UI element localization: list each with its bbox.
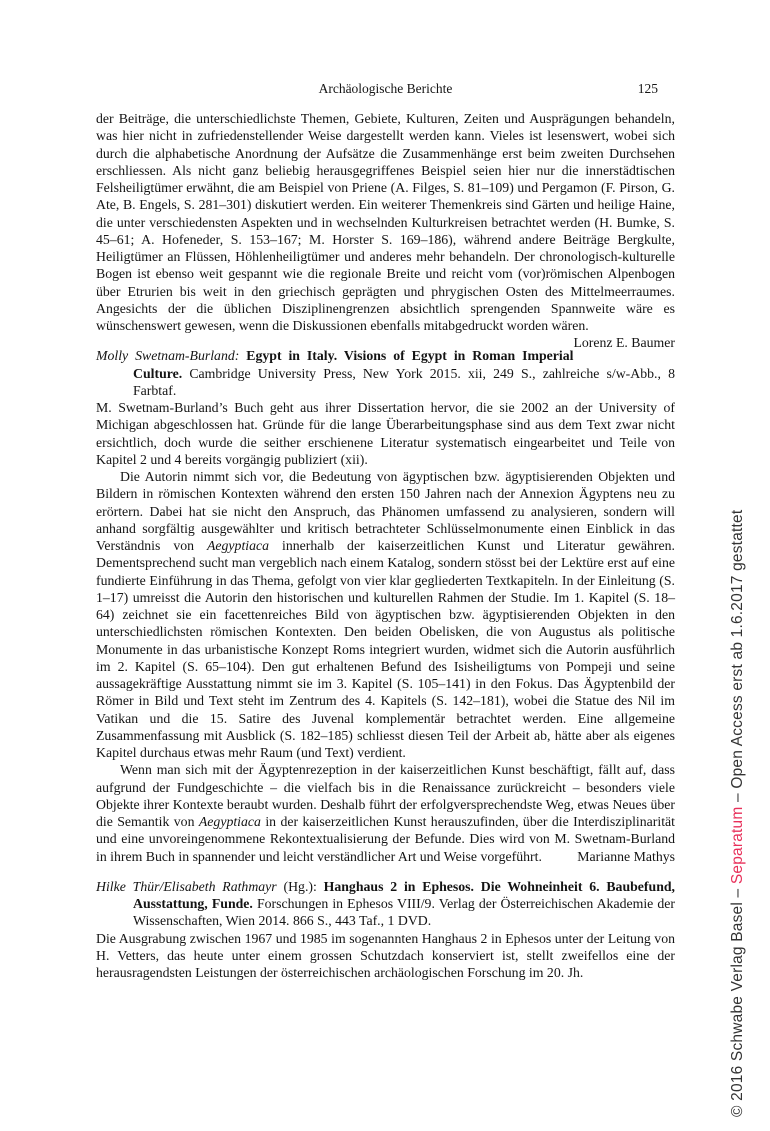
thuer-paragraph-1-text: Die Ausgrabung zwischen 1967 und 1985 im sogenannten Hanghaus 2 in Ephesos unter der Leitung von H. Vetters, das heute unter einem grossen Schutzdach konserviert ist, stellt zweifellos eine der herausragendsten Leistungen der österreichischen archäologischen Forschung im 20. Jh. [96,930,675,980]
review-prev-text: der Beiträge, die unterschiedlichste Themen, Gebiete, Kulturen, Zeiten und Ausprägungen behandeln, was hier nicht in zufriedenstellender Weise dargestellt werden kann. Vieles ist lesenswert, wobei sich durch die alphabetische Anordnung der Aufsätze die Zusammenhänge erst beim zweiten Durchsehen erschliessen. Als nicht ganz beliebig herausgegriffenes Beispiel seien hier nur die innerstädtischen Felsheiligtümer erwähnt, die am Beispiel von Priene (A. Filges, S. 81–109) und Pergamon (F. Pirson, G. Ate, B. Engels, S. 281–301) diskutiert werden. Ein weiterer Themenkreis sind Gärten und heilige Haine, die unter verschiedensten Aspekten und in wechselnden Kulturkreisen betrachtet werden (H. Bumke, S. 45–61; A. Hofeneder, S. 153–167; M. Horster S. 169–186), während andere Beiträge Bergkulte, Heiligtümer an Flüssen, Höhlenheiligtümer und anderes mehr behandeln. Der chronologisch-kulturelle Bogen ist ebenso weit gespannt wie die regionale Breite und reicht vom (vor)römischen Alpenbogen über Etrurien bis weit in den griechisch geprägten und phrygischen Osten des Mittelmeerraumes. Angesichts der die üblichen Disziplinengrenzen absichtlich sprengenden Spannweite wäre es wünschenswert gewesen, wenn die Diskussionen ebenfalls mitabgedruckt worden wären. [96,111,675,333]
text-column [96,80,675,981]
copyright-text: © 2016 Schwabe Verlag Basel [729,901,746,1117]
sidebar-dash-1: – [729,884,746,902]
reviewer-signature-mathys: Marianne Mathys [577,848,675,864]
open-access-text: Open Access erst ab 1.6.2017 gestattet [729,509,746,789]
page-number: 125 [637,81,658,96]
book-entry-thuer-text: Hilke Thür/Elisabeth Rathmayr (Hg.): Hanghaus 2 in Ephesos. Die Wohneinheit 6. Baubefund, Ausstattung, Funde. Forschungen in Ephesos VIII/9. Verlag der Österreichischen Akademie der Wissenschaften, Wien 2014. 866 S., 443 Taf., 1 DVD. [96,878,675,929]
reviewer-signature-baumer: Lorenz E. Baumer [573,335,675,351]
swetnam-paragraph-1 [96,399,675,468]
book-entry-thuer [96,878,675,930]
review-prev-paragraph [96,110,675,351]
swetnam-paragraph-3-text: Wenn man sich mit der Ägyptenrezeption in der kaiserzeitlichen Kunst beschäftigt, fällt auf, dass aufgrund der Fundgeschichte – die vielfach bis in die Renaissance zurückreicht – besonders viele Objekte ihrer Kontexte beraubt wurden. Deshalb führt der erfolgversprechendste Weg, etwas Neues über die Semantik von Aegyptiaca in der kaiserzeitlichen Kunst herauszufinden, über die Interdisziplinarität und eine unvoreingenommene Rekontextualisierung der Befunde. Dies wird von M. Swetnam-Burland in ihrem Buch in spannender und leicht verständlicher Art und Weise vorgeführt. [96,762,676,864]
swetnam-paragraph-2 [96,468,675,761]
copyright-sidebar [729,510,747,1117]
swetnam-paragraph-3 [96,761,675,865]
swetnam-paragraph-2-text: Die Autorin nimmt sich vor, die Bedeutung von ägyptischen bzw. ägyptisierenden Objekten und Bildern in römischen Kontexten während den ersten 150 Jahren nach der Annexion Ägyptens neu zu erörtern. Dabei hat sie nicht den Anspruch, das Phänomen umfassend zu analysieren, sondern will anhand sorgfältig ausgewählter und kritisch betrachteter Schlüsselmonumente einen Einblick in das Verständnis von Aegyptiaca innerhalb der kaiserzeitlichen Kunst und Literatur gewähren. Dementsprechend sucht man vergeblich nach einem Katalog, sondern stösst bei der Lektüre erst auf eine fundierte Einführung in das Thema, gefolgt von vier klar gegliederten Textkapiteln. In der Einleitung (S. 1–17) umreisst die Autorin den historischen und kulturellen Rahmen der Studie. Im 1. Kapitel (S. 18–64) zeichnet sie ein facettenreiches Bild von ägyptischen bzw. ägyptisierenden Objekten in den unterschiedlichsten römischen Kontexten. Den beiden Obelisken, die von Augustus als politische Monumente in das urbanistische Konzept Roms integriert wurden, widmet sich die Autorin ausführlich im 2. Kapitel (S. 65–104). Den gut erhaltenen Befund des Isisheiligtums von Pompeji und seine aussagekräftige Ausstattung nimmt sie im 3. Kapitel (S. 105–141) in den Fokus. Das Ägyptenbild der Römer in Bild und Text steht im Zentrum des 4. Kapitels (S. 142–181), wobei die Statue des Nil im Vatikan und die 15. Satire des Juvenal komplementär betrachtet werden. Eine allgemeine Zusammenfassung mit Ausblick (S. 182–185) schliesst diesen Teil der Arbeit ab, hätte aber als eigenes Kapitel durchaus etwas mehr Raum (und Text) verdient. [96,469,675,760]
separatum-label: Separatum [729,806,746,885]
running-head [96,80,675,98]
sidebar-dash-2: – [729,788,746,807]
swetnam-paragraph-1-text: M. Swetnam-Burland’s Buch geht aus ihrer Dissertation hervor, die sie 2002 an der University of Michigan abgeschlossen hat. Gründe für die lange Überarbeitungsphase sind aus dem Text zwar nicht ersichtlich, doch wurde die seither erschienene Literatur systematisch eingearbeitet und Teile von Kapitel 2 und 4 bereits vorgängig publiziert (xii). [96,400,675,467]
book-entry-swetnam-text: Molly Swetnam-Burland: Egypt in Italy. Visions of Egypt in Roman Imperial Culture. Cambridge University Press, New York 2015. xii, 249 S., zahlreiche s/w-Abb., 8 Farbtaf. [96,348,675,398]
book-entry-swetnam [96,347,675,399]
journal-title: Archäologische Berichte [318,81,453,96]
thuer-paragraph-1 [96,930,675,982]
